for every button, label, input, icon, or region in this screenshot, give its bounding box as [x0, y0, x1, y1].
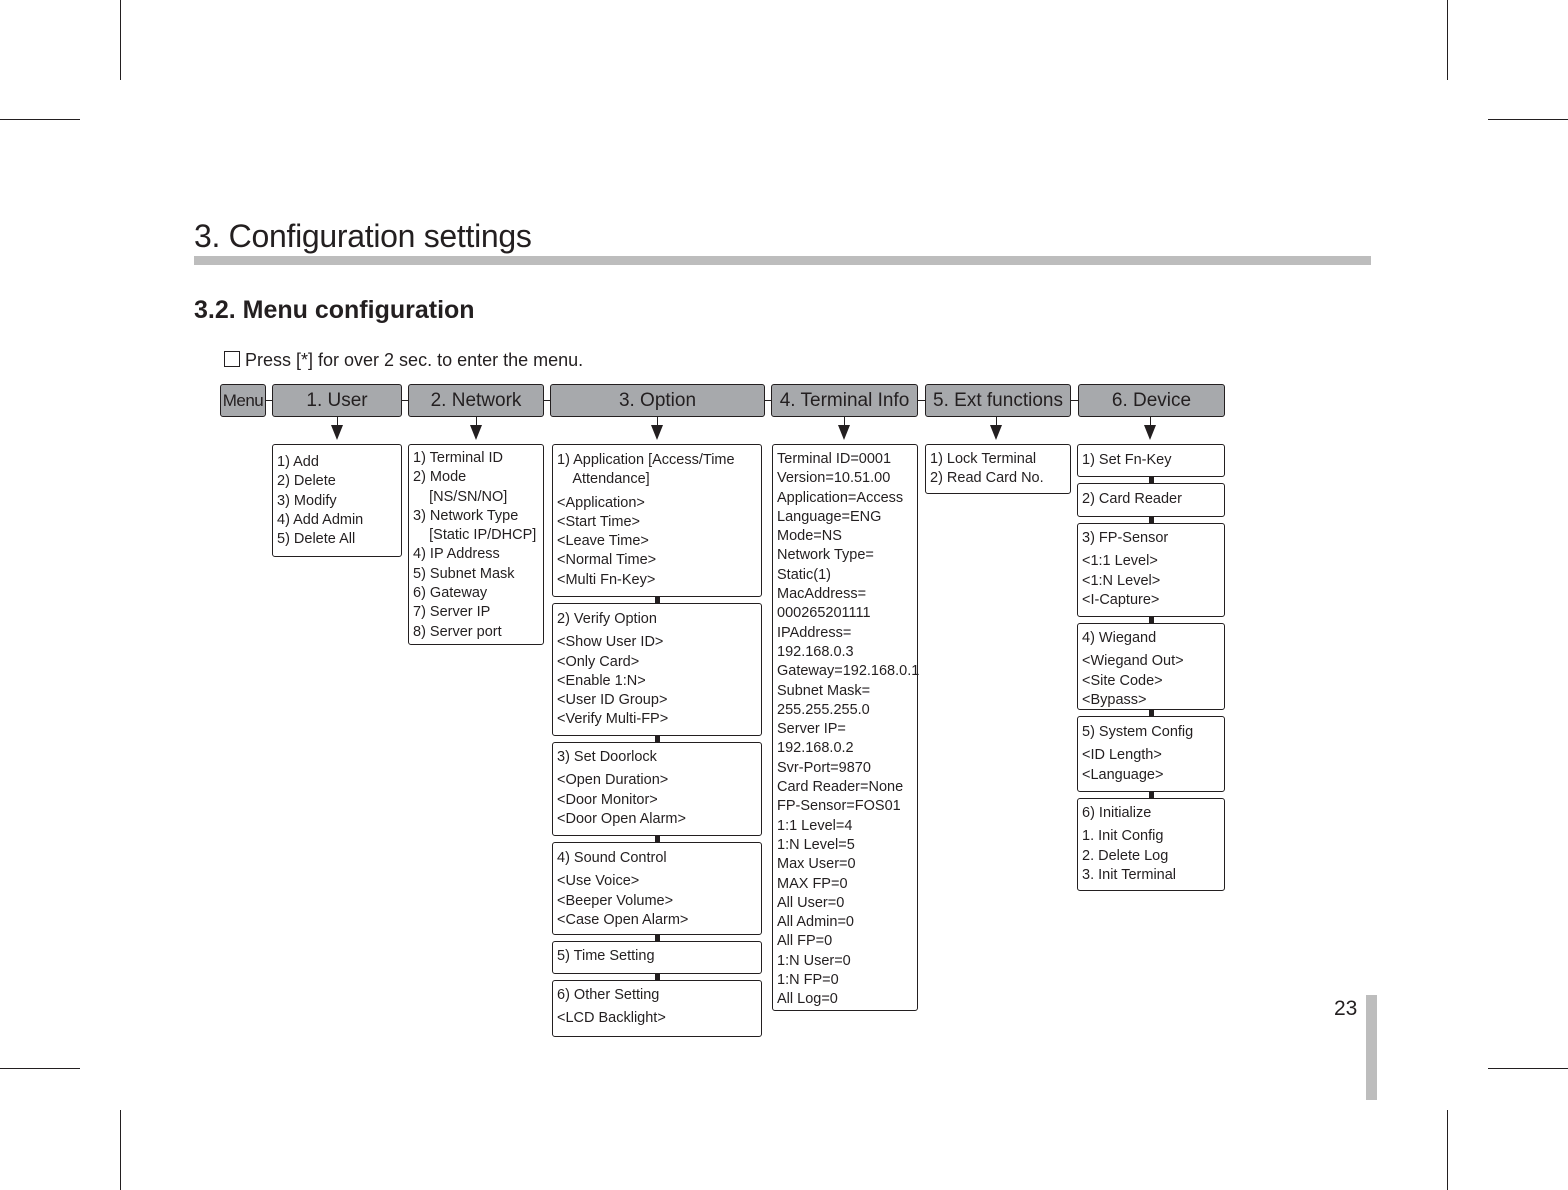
menu-item: <Application>	[557, 494, 645, 511]
menu-item: 2. Delete Log	[1082, 847, 1169, 864]
tab-network[interactable]: 2. Network	[408, 384, 544, 417]
menu-line: MacAddress=	[777, 586, 867, 603]
menu-root[interactable]: Menu	[220, 384, 266, 417]
menu-heading: 4) Wiegand	[1082, 630, 1157, 646]
menu-item: <Open Duration>	[557, 772, 669, 789]
menu-heading: 2) Verify Option	[557, 611, 657, 627]
menu-line: 192.168.0.3	[777, 643, 854, 660]
user-submenu-box	[272, 444, 402, 557]
page-number: 23	[1334, 997, 1358, 1020]
menu-line: 1:N FP=0	[777, 972, 839, 989]
arrow-down-icon	[1144, 425, 1156, 440]
menu-line: Version=10.51.00	[777, 470, 891, 487]
page-number-bar	[1366, 995, 1377, 1100]
ext-functions-box	[925, 444, 1071, 494]
menu-item: <1:N Level>	[1082, 572, 1161, 589]
menu-line: Language=ENG	[777, 508, 882, 525]
menu-line: 2) Read Card No.	[930, 470, 1044, 487]
menu-heading: Attendance]	[557, 471, 650, 488]
menu-line: 1) Add	[277, 454, 319, 470]
menu-line: 3) Network Type	[413, 507, 519, 524]
menu-line: 2) Mode	[413, 469, 467, 486]
option-time-box	[552, 941, 762, 974]
crop-mark	[0, 1068, 80, 1069]
page-title: 3. Configuration settings	[194, 218, 532, 254]
section-subtitle: 3.2. Menu configuration	[194, 296, 475, 324]
crop-mark	[1488, 1068, 1568, 1069]
option-verify-box	[552, 603, 762, 736]
device-init-box	[1077, 798, 1225, 891]
crop-mark	[120, 0, 121, 80]
option-sound-box	[552, 842, 762, 935]
option-other-box	[552, 980, 762, 1037]
menu-item: <ID Length>	[1082, 747, 1162, 764]
menu-item: <Language>	[1082, 766, 1164, 783]
arrow-down-icon	[331, 425, 343, 440]
menu-line: Server IP=	[777, 721, 846, 738]
menu-line: 1:1 Level=4	[777, 817, 853, 834]
menu-item: <Beeper Volume>	[557, 892, 674, 909]
menu-line: MAX FP=0	[777, 875, 848, 892]
title-underline	[194, 256, 1371, 265]
menu-instruction	[224, 350, 583, 371]
option-application-box	[552, 444, 762, 597]
device-wiegand-box	[1077, 623, 1225, 710]
menu-line: [NS/SN/NO]	[413, 488, 508, 505]
menu-item: <Case Open Alarm>	[557, 911, 689, 928]
menu-line: 2) Delete	[277, 473, 336, 490]
arrow-down-icon	[838, 425, 850, 440]
menu-heading: 5) Time Setting	[557, 948, 655, 964]
device-fnkey-box	[1077, 444, 1225, 477]
menu-instruction-text: Press [*] for over 2 sec. to enter the menu.	[245, 350, 584, 370]
tab-user[interactable]: 1. User	[272, 384, 402, 417]
menu-item: <Multi Fn-Key>	[557, 571, 656, 588]
tab-device[interactable]: 6. Device	[1078, 384, 1225, 417]
menu-heading: 5) System Config	[1082, 724, 1194, 740]
menu-heading: 4) Sound Control	[557, 850, 667, 866]
menu-line: 5) Delete All	[277, 531, 356, 548]
menu-line: Terminal ID=0001	[777, 451, 892, 467]
checkbox-square-icon	[224, 351, 240, 367]
crop-mark	[120, 1110, 121, 1190]
menu-item: <LCD Backlight>	[557, 1010, 666, 1027]
menu-heading: 6) Initialize	[1082, 805, 1152, 821]
option-doorlock-box	[552, 742, 762, 836]
tab-terminal-info[interactable]: 4. Terminal Info	[771, 384, 918, 417]
menu-item: <Bypass>	[1082, 691, 1147, 708]
arrow-down-icon	[651, 425, 663, 440]
menu-line: 6) Gateway	[413, 585, 488, 602]
menu-item: <Door Open Alarm>	[557, 810, 686, 827]
menu-line: Network Type=	[777, 547, 874, 564]
menu-item: <Leave Time>	[557, 533, 649, 550]
menu-item: 1. Init Config	[1082, 828, 1164, 845]
menu-line: All Log=0	[777, 991, 838, 1008]
menu-line: 1) Terminal ID	[413, 450, 503, 466]
menu-line: Application=Access	[777, 489, 904, 506]
crop-mark	[0, 119, 80, 120]
menu-item: <Normal Time>	[557, 552, 657, 569]
crop-mark	[1447, 1110, 1448, 1190]
menu-line: Subnet Mask=	[777, 682, 871, 699]
menu-item: <Wiegand Out>	[1082, 653, 1184, 670]
menu-item: <Enable 1:N>	[557, 672, 646, 689]
menu-item: <Show User ID>	[557, 634, 664, 651]
crop-mark	[1488, 119, 1568, 120]
menu-line: 1:N User=0	[777, 952, 851, 969]
menu-heading: 3) FP-Sensor	[1082, 530, 1169, 546]
menu-line: Gateway=192.168.0.1	[777, 663, 920, 680]
menu-item: <User ID Group>	[557, 692, 668, 709]
menu-line: FP-Sensor=FOS01	[777, 798, 901, 815]
menu-line: Svr-Port=9870	[777, 759, 871, 776]
menu-line: IPAddress=	[777, 624, 852, 641]
arrow-down-icon	[990, 425, 1002, 440]
menu-item: <Use Voice>	[557, 873, 640, 890]
menu-line: 255.255.255.0	[777, 701, 870, 718]
header-connector	[1071, 400, 1078, 401]
menu-heading: 1) Set Fn-Key	[1082, 452, 1172, 468]
menu-line: 8) Server port	[413, 623, 502, 640]
menu-line: 4) IP Address	[413, 546, 500, 563]
menu-item: <1:1 Level>	[1082, 553, 1158, 570]
menu-line: All Admin=0	[777, 914, 854, 931]
network-submenu-box	[408, 444, 544, 645]
menu-heading: 6) Other Setting	[557, 987, 660, 1003]
menu-line: Max User=0	[777, 856, 856, 873]
tab-ext-functions[interactable]: 5. Ext functions	[925, 384, 1071, 417]
crop-mark	[1447, 0, 1448, 80]
menu-heading: 2) Card Reader	[1082, 491, 1182, 507]
menu-line: 7) Server IP	[413, 604, 491, 621]
menu-heading: 3) Set Doorlock	[557, 749, 657, 765]
menu-item: 3. Init Terminal	[1082, 866, 1177, 883]
menu-item: <I-Capture>	[1082, 591, 1160, 608]
menu-line: 3) Modify	[277, 492, 337, 509]
menu-line: Card Reader=None	[777, 779, 904, 796]
device-system-box	[1077, 716, 1225, 792]
menu-line: 4) Add Admin	[277, 511, 364, 528]
menu-line: All FP=0	[777, 933, 833, 950]
menu-item: <Site Code>	[1082, 672, 1163, 689]
menu-line: 5) Subnet Mask	[413, 565, 515, 582]
device-cardreader-box	[1077, 483, 1225, 517]
menu-line: All User=0	[777, 894, 845, 911]
menu-item: <Verify Multi-FP>	[557, 711, 669, 728]
menu-line: 1:N Level=5	[777, 836, 855, 853]
arrow-down-icon	[470, 425, 482, 440]
tab-option[interactable]: 3. Option	[550, 384, 765, 417]
header-connector	[918, 400, 925, 401]
menu-line: 192.168.0.2	[777, 740, 854, 757]
device-fpsensor-box	[1077, 523, 1225, 617]
menu-item: <Door Monitor>	[557, 791, 658, 808]
terminal-info-box	[772, 444, 918, 1011]
menu-item: <Start Time>	[557, 513, 641, 530]
menu-line: Mode=NS	[777, 528, 842, 545]
menu-line: [Static IP/DHCP]	[413, 527, 537, 544]
menu-line: Static(1)	[777, 566, 831, 583]
menu-heading: 1) Application [Access/Time	[557, 452, 735, 468]
menu-line: 000265201111	[777, 605, 871, 622]
menu-line: 1) Lock Terminal	[930, 451, 1037, 467]
menu-item: <Only Card>	[557, 653, 640, 670]
